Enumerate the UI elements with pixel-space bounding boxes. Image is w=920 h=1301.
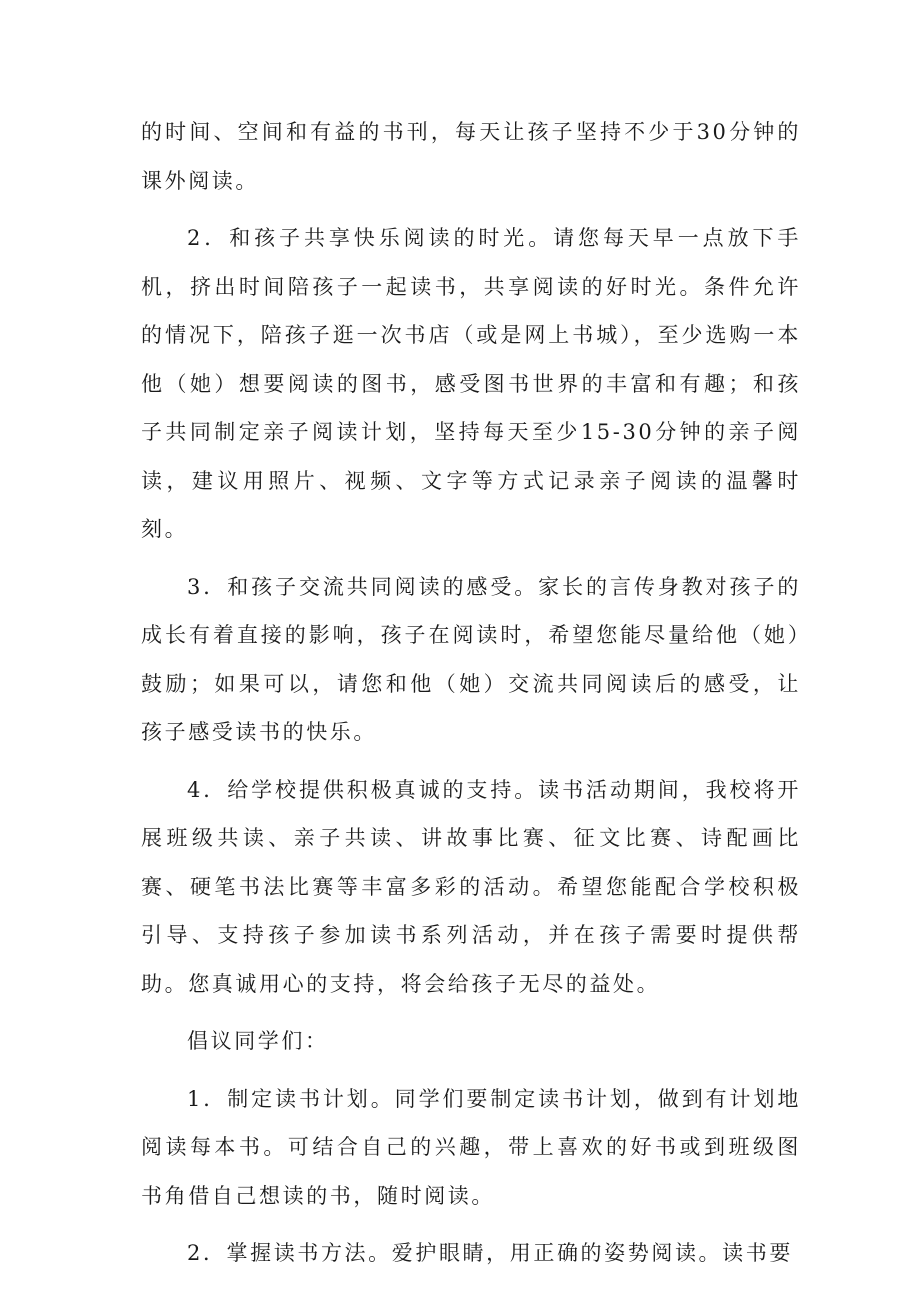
paragraph-exchange-feelings: 3．和孩子交流共同阅读的感受。家长的言传身教对孩子的成长有着直接的影响，孩子在阅读时，希望您能尽量给他（她）鼓励；如果可以，请您和他（她）交流共同阅读后的感受，让孩子感受读书的快乐。: [141, 574, 801, 744]
paragraph-share-reading-time: 2．和孩子共享快乐阅读的时光。请您每天早一点放下手机，挤出时间陪孩子一起读书，共享阅读的好时光。条件允许的情况下，陪孩子逛一次书店（或是网上书城），至少选购一本他（她）想要阅读的图书，感受图书世界的丰富和有趣；和孩子共同制定亲子阅读计划，坚持每天至少15-30分钟的亲子阅读，建议用照片、视频、文字等方式记录亲子阅读的温馨时刻。: [141, 226, 801, 541]
paragraph-school-support: 4．给学校提供积极真诚的支持。读书活动期间，我校将开展班级共读、亲子共读、讲故事比赛、征文比赛、诗配画比赛、硬笔书法比赛等丰富多彩的活动。希望您能配合学校积极引导、支持孩子参加读书系列活动，并在孩子需要时提供帮助。您真诚用心的支持，将会给孩子无尽的益处。: [141, 777, 801, 996]
paragraph-reading-method: 2．掌握读书方法。爱护眼睛，用正确的姿势阅读。读书要: [187, 1241, 793, 1265]
document-body: [141, 108, 801, 1287]
paragraph-reading-plan: 1．制定读书计划。同学们要制定读书计划，做到有计划地阅读每本书。可结合自己的兴趣，带上喜欢的好书或到班级图书角借自己想读的书，随时阅读。: [141, 1086, 801, 1208]
paragraph-continuation: 的时间、空间和有益的书刊，每天让孩子坚持不少于30分钟的课外阅读。: [141, 120, 801, 193]
paragraph-students-heading: 倡议同学们：: [187, 1029, 329, 1053]
